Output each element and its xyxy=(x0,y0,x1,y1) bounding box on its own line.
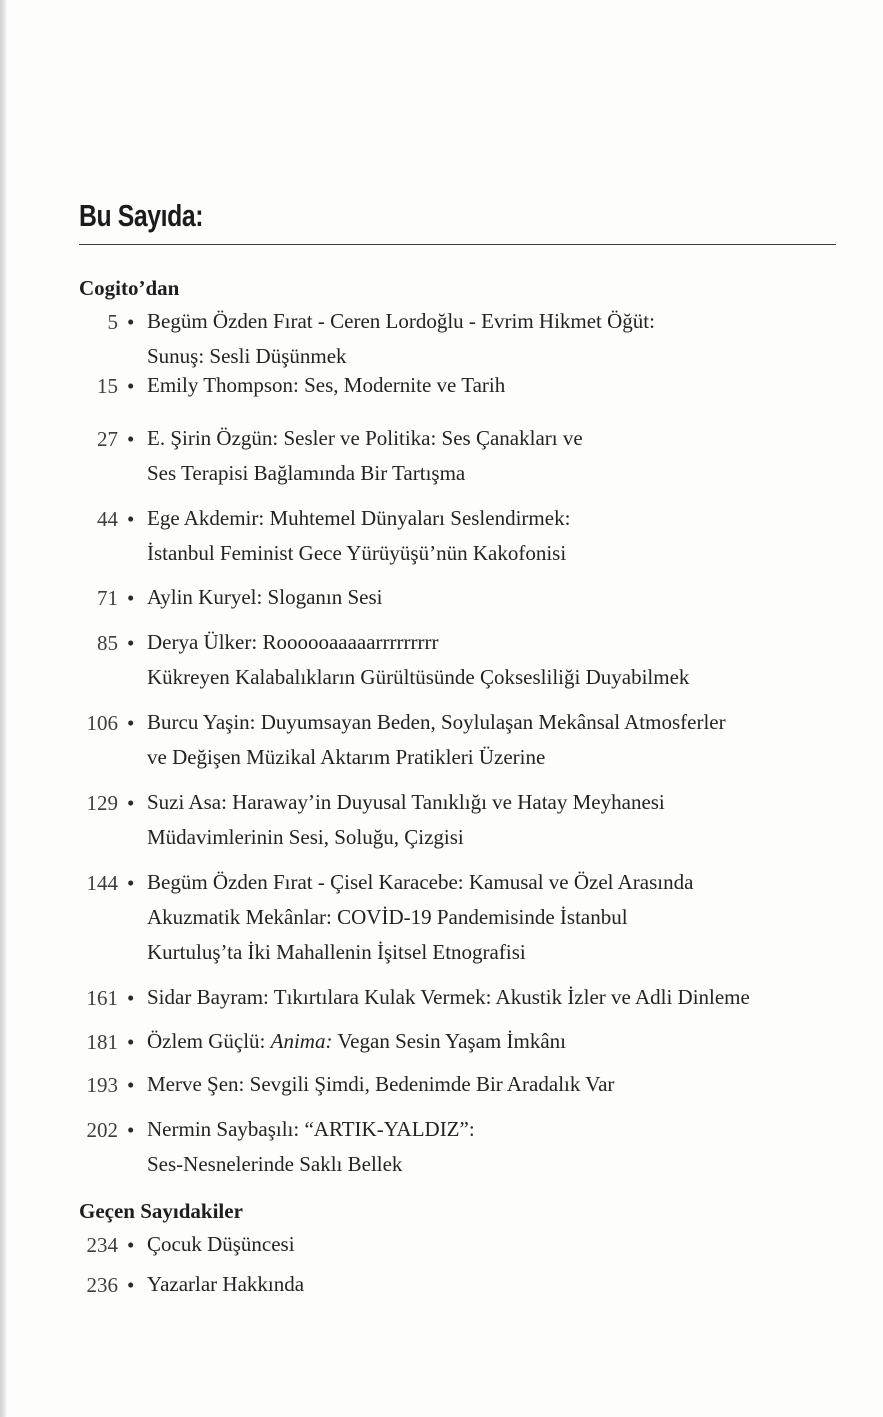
bullet-icon: • xyxy=(127,1233,135,1257)
entry-title: Sidar Bayram: Tıkırtılara Kulak Vermek: Akustik İzler ve Adli Dinleme xyxy=(147,985,750,1009)
section-title-gecen-sayidakiler: Geçen Sayıdakiler xyxy=(79,1199,243,1223)
page-number: 236 xyxy=(86,1273,118,1297)
toc-entry[interactable] xyxy=(0,1233,883,1273)
toc-entry[interactable] xyxy=(0,1030,883,1070)
toc-entry[interactable] xyxy=(0,426,883,485)
toc-entry[interactable] xyxy=(0,374,883,414)
bullet-icon: • xyxy=(127,1273,135,1297)
entry-title xyxy=(147,1030,566,1059)
entry-title: Ege Akdemir: Muhtemel Dünyaları Seslendirmek: İstanbul Feminist Gece Yürüyüşü’nün Kakofonisi xyxy=(147,506,571,565)
toc-entry[interactable] xyxy=(0,1117,883,1176)
bullet-icon: • xyxy=(127,791,135,815)
page-number: 181 xyxy=(86,1030,118,1054)
bullet-icon: • xyxy=(127,374,135,398)
page-number: 44 xyxy=(97,507,118,531)
page-title: Bu Sayıda: xyxy=(79,198,204,233)
entry-author: Özlem Güçlü: xyxy=(147,1029,266,1053)
entry-title: Suzi Asa: Haraway’in Duyusal Tanıklığı ve Hatay Meyhanesi Müdavimlerinin Sesi, Soluğu, Çizgisi xyxy=(147,790,665,849)
entry-title: Yazarlar Hakkında xyxy=(147,1272,305,1296)
entry-title: Aylin Kuryel: Sloganın Sesi xyxy=(147,585,383,609)
toc-entry[interactable] xyxy=(0,506,883,565)
entry-title: Burcu Yaşin: Duyumsayan Beden, Soylulaşan Mekânsal Atmosferler ve Değişen Müzikal Aktarım Pratikleri Üzerine xyxy=(147,710,726,769)
page-number: 129 xyxy=(86,791,118,815)
bullet-icon: • xyxy=(127,871,135,895)
entry-italic-title: Anima: xyxy=(270,1029,333,1053)
bullet-icon: • xyxy=(127,631,135,655)
toc-entry[interactable] xyxy=(0,309,883,368)
page-number: 193 xyxy=(86,1073,118,1097)
toc-entry[interactable] xyxy=(0,870,883,964)
bullet-icon: • xyxy=(127,1118,135,1142)
entry-title: Derya Ülker: Roooooaaaaarrrrrrrrr Kükreyen Kalabalıkların Gürültüsünde Çoksesliliği Duyabilmek xyxy=(147,630,690,689)
section-title-cogitodan: Cogito’dan xyxy=(79,276,180,300)
toc-entry[interactable] xyxy=(0,630,883,689)
entry-subtitle: Vegan Sesin Yaşam İmkânı xyxy=(337,1029,566,1053)
page-number: 106 xyxy=(86,711,118,735)
bullet-icon: • xyxy=(127,427,135,451)
toc-entry[interactable] xyxy=(0,790,883,849)
page-binding-edge xyxy=(0,0,7,1417)
toc-entry[interactable] xyxy=(0,1073,883,1113)
page-number: 234 xyxy=(86,1233,118,1257)
title-divider xyxy=(79,244,836,245)
entry-title: Merve Şen: Sevgili Şimdi, Bedenimde Bir Aradalık Var xyxy=(147,1072,615,1096)
page-number: 202 xyxy=(86,1118,118,1142)
entry-title: Begüm Özden Fırat - Ceren Lordoğlu - Evrim Hikmet Öğüt: Sunuş: Sesli Düşünmek xyxy=(147,309,655,368)
page-number: 85 xyxy=(97,631,118,655)
bullet-icon: • xyxy=(127,507,135,531)
entry-title: Emily Thompson: Ses, Modernite ve Tarih xyxy=(147,373,506,397)
bullet-icon: • xyxy=(127,310,135,334)
toc-entry[interactable] xyxy=(0,710,883,769)
bullet-icon: • xyxy=(127,711,135,735)
entry-title: E. Şirin Özgün: Sesler ve Politika: Ses Çanakları ve Ses Terapisi Bağlamında Bir Tartışma xyxy=(147,426,583,485)
page-number: 161 xyxy=(86,986,118,1010)
toc-entry[interactable] xyxy=(0,986,883,1026)
toc-entry[interactable] xyxy=(0,1273,883,1313)
bullet-icon: • xyxy=(127,986,135,1010)
bullet-icon: • xyxy=(127,1073,135,1097)
entry-title: Çocuk Düşüncesi xyxy=(147,1232,295,1256)
bullet-icon: • xyxy=(127,586,135,610)
entry-title: Nermin Saybaşılı: “ARTIK-YALDIZ”: Ses-Nesnelerinde Saklı Bellek xyxy=(147,1117,475,1176)
entry-title: Begüm Özden Fırat - Çisel Karacebe: Kamusal ve Özel Arasında Akuzmatik Mekânlar: COVİD-19 Pandemisinde İstanbul Kurtuluş’ta İki Mahallenin İşitsel Etnografisi xyxy=(147,870,694,964)
page-number: 27 xyxy=(97,427,118,451)
toc-entry[interactable] xyxy=(0,586,883,626)
bullet-icon: • xyxy=(127,1030,135,1054)
page-number: 5 xyxy=(107,310,118,334)
page-number: 71 xyxy=(97,586,118,610)
page-number: 144 xyxy=(86,871,118,895)
page-number: 15 xyxy=(97,374,118,398)
